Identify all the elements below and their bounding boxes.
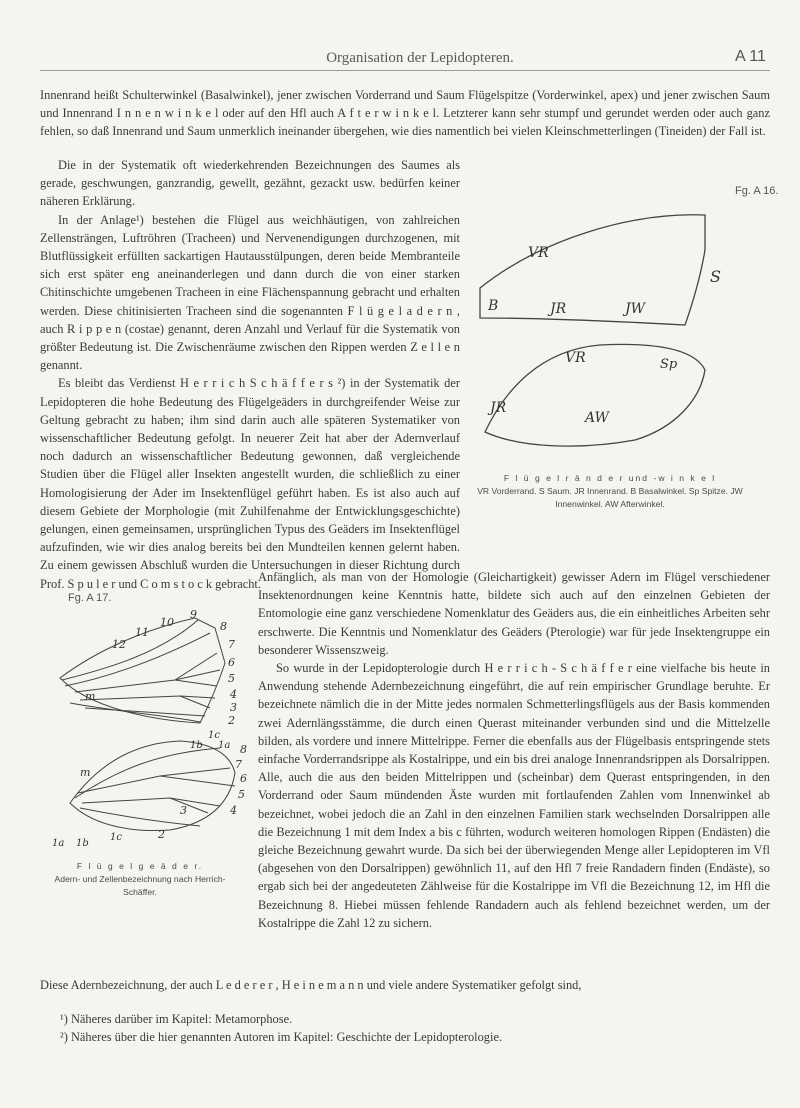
label-2: 2 bbox=[228, 714, 235, 727]
label-aw: AW bbox=[585, 410, 609, 426]
label-jr: JR bbox=[550, 301, 567, 317]
footnote: ¹) Näheres darüber im Kapitel: Metamorphose. bbox=[60, 1012, 293, 1026]
label-h6: 6 bbox=[240, 772, 247, 785]
label-b: B bbox=[488, 298, 499, 314]
label-h3: 3 bbox=[180, 804, 187, 817]
caption-title: F l ü g e l g e ä d e r. bbox=[76, 861, 204, 871]
paragraph: Die in der Systematik oft wiederkehrenden Bezeichnungen des Saumes als gerade, geschwungen, ganzrandig, gewellt, gezähnt, gezackt usw. bedürfen keiner näheren Erklärung. bbox=[40, 158, 460, 209]
intro-paragraph: Innenrand heißt Schulterwinkel (Basalwinkel), jener zwischen Vorderrand und Saum Flügelspitze (Vorderwinkel, apex) und jener zwischen Saum und Innenrand I n n e n w i n k e l oder auf den Hfl auch A f t e r w i n k e l. Letzterer kann sehr stumpf und gerundet werden oder auch ganz fehlen, so daß Innenrand und Saum unmerklich ineinander übergehen, wie dies namentlich bei vielen Kleinschmetterlingen (Tineiden) der Fall ist. bbox=[40, 88, 770, 139]
forewing-outline bbox=[480, 215, 705, 325]
label-1c: 1c bbox=[208, 730, 220, 741]
figure-17-label: Fg. A 17. bbox=[68, 592, 112, 604]
label-h7: 7 bbox=[235, 758, 242, 771]
figure-16-wing-edges bbox=[460, 200, 760, 470]
figure-17-caption bbox=[40, 860, 240, 899]
label-4: 4 bbox=[230, 688, 237, 701]
label-h1c: 1c bbox=[110, 832, 122, 843]
figure-16-label: Fg. A 16. bbox=[735, 185, 779, 197]
caption-title: F l ü g e l r ä n d e r und -w i n k e l bbox=[503, 473, 717, 483]
label-jw: JW bbox=[625, 301, 646, 317]
label-h4: 4 bbox=[230, 804, 237, 817]
paragraph: So wurde in der Lepidopterologie durch H e r r i c h - S c h ä f f e r eine vielfache bis heute in Anwendung stehende Adernbezeichnung eingeführt, die auf rein empirischer Grundlage beruhte. Er bezeichnete nämlich die in der Mitte jedes normalen Schmetterlingsflügels aus der Basis kommenden zwei Adernlängsstämme, die durch einen Querast miteinander verbunden sind und die Mittelzelle bilden, als vordere und innere Mittelrippe. Ferner die ebenfalls aus der Flügelbasis entspringende stets einfache Vorderrandsrippe als Kostalrippe, und ein bis drei analoge Innenrandsrippen als Dorsalrippen. Alle, auch die aus den beiden Mittelrippen und (scheinbar) dem Querast entspringenden, in den Vorderrand oder Saum mündenden Äste wurden mit fortlaufenden Zahlen vom Innenwinkel ab bezeichnet, wobei jedoch die an Zahl in den einzelnen Familien stark wechselnden Dorsalrippen alle die Bezeichnung 1 mit dem Index a bis c führten, wodurch weiteren homologen Rippen (Endästen) die gleiche Bezeichnung gewahrt wurde. Da sich bei der überwiegenden Menge aller Lepidopteren im Vfl (abgesehen von den Dorsalrippen) gewöhnlich 11, auf den Hfl 7 freie Randadern finden (Endäste), so ergab sich bei der angedeuteten Zählweise für die Kostalrippe im Vfl die Bezeichnung 12, im Hfl die Bezeichnung 8. Hiebei müssen fehlende Randadern auch als fehlend bezeichnet werden, um der Kostalrippe die Zahl 12 zu sichern. bbox=[258, 661, 770, 930]
label-sp: Sp bbox=[660, 357, 678, 372]
figure-17-venation bbox=[40, 608, 255, 853]
label-s: S bbox=[710, 267, 721, 286]
label-h1a: 1a bbox=[52, 838, 65, 849]
running-title: Organisation der Lepidopteren. bbox=[326, 50, 514, 66]
label-7: 7 bbox=[228, 638, 235, 651]
label-5: 5 bbox=[228, 672, 235, 685]
paragraph: In der Anlage¹) bestehen die Flügel aus weichhäutigen, von zahlreichen Zellensträngen, Luftröhren (Tracheen) und Nervenendigungen durchzogenen, mit Blutflüssigkeit erfüllten sackartigen Hautausstülpungen, deren beide Membranteile sich erst später eng aneinanderlegen und dann durch die von einer starken Chitinschichte umgebenen Tracheen in eine Flächenspannung gebracht und erhalten werden. Diese chitinisierten Tracheen sind die sogenannten F l ü g e l a d e r n , auch R i p p e n (costae) genannt, deren Anzahl und Verlauf für die Systematik von größter Bedeutung ist. Die Zwischenräume zwischen den Rippen werden Z e l l e n genannt. bbox=[40, 212, 460, 373]
label-h5: 5 bbox=[238, 788, 245, 801]
label-12: 12 bbox=[112, 638, 126, 651]
figure-16-caption bbox=[455, 472, 765, 511]
label-jr2: JR bbox=[490, 400, 507, 416]
label-h2: 2 bbox=[158, 828, 165, 841]
label-h8: 8 bbox=[240, 743, 247, 756]
label-h1b: 1b bbox=[76, 838, 89, 849]
label-9: 9 bbox=[190, 608, 197, 621]
label-8: 8 bbox=[220, 620, 227, 633]
label-vr: VR bbox=[565, 350, 586, 366]
closing-line: Diese Adernbezeichnung, der auch L e d e r e r , H e i n e m a n n und viele andere Systematiker gefolgt sind, bbox=[40, 978, 582, 992]
label-1b: 1b bbox=[190, 740, 203, 751]
page-number: A 11 bbox=[735, 48, 766, 65]
paragraph: Es bleibt das Verdienst H e r r i c h S c h ä f f e r s ²) in der Systematik der Lepidopteren die hohe Bedeutung des Flügelgeäders in durchgreifender Weise zur Geltung gebracht zu haben; ihm sind darin auch alle späteren Systematiker von wissenschaftlicher Bedeutung gefolgt. In neuerer Zeit hat aber der Adernverlauf noch dadurch an wissenschaftlicher Bedeutung gewonnen, daß vergleichende Studien über die Flügel aller Insekten angestellt wurden, die schließlich zu einer Homologisierung der Ader im Insektenflügel geführt haben. Es ist also auch auf diesem Gebiete der Morphologie (mit Zuhilfenahme der Entwicklungsgeschichte) gelungen, einen gemeinsamen, ursprünglichen Typus des Geäders im Insektenflügel aufzufinden, wie wir dies analog bereits bei den Mundteilen kennen gelernt haben. Zu einem gewissen Abschluß wurden die Untersuchungen in dieser Richtung durch Prof. S p u l e r und C o m s t o c k gebracht. bbox=[40, 376, 460, 591]
footnotes bbox=[60, 1010, 770, 1046]
right-column-text bbox=[258, 568, 770, 932]
label-hm: m bbox=[80, 766, 91, 779]
label-1a: 1a bbox=[218, 740, 231, 751]
label-11: 11 bbox=[135, 626, 149, 639]
paragraph: Anfänglich, als man von der Homologie (Gleichartigkeit) gewisser Adern im Flügel verschiedener Insektenordnungen keine Kenntnis hatte, bildete sich auch auf den einzelnen Gebieten der Entomologie eine ganz verschiedene Nomenklatur des Geäders aus, die ein einheitliches Arbeiten sehr erschwerte. Die Kenntnis und Nomenklatur des Geäders (Pterologie) war für jede Insektengruppe ein besonderer Wissenszweig. bbox=[258, 570, 770, 657]
label-6: 6 bbox=[228, 656, 235, 669]
header-rule bbox=[40, 70, 770, 71]
left-column-text bbox=[40, 156, 460, 593]
caption-text: VR Vorderrand. S Saum. JR Innenrand. B Basalwinkel. Sp Spitze. JW Innenwinkel. AW Afterwinkel. bbox=[477, 486, 743, 509]
caption-text: Adern- und Zellenbezeichnung nach Herrich-Schäffer. bbox=[54, 874, 226, 897]
footnote: ²) Näheres über die hier genannten Autoren im Kapitel: Geschichte der Lepidopterologie. bbox=[60, 1030, 503, 1044]
label-m: m bbox=[85, 690, 96, 703]
label-10: 10 bbox=[160, 616, 174, 629]
label-3: 3 bbox=[230, 701, 237, 714]
label-vr-top: VR bbox=[528, 245, 549, 261]
